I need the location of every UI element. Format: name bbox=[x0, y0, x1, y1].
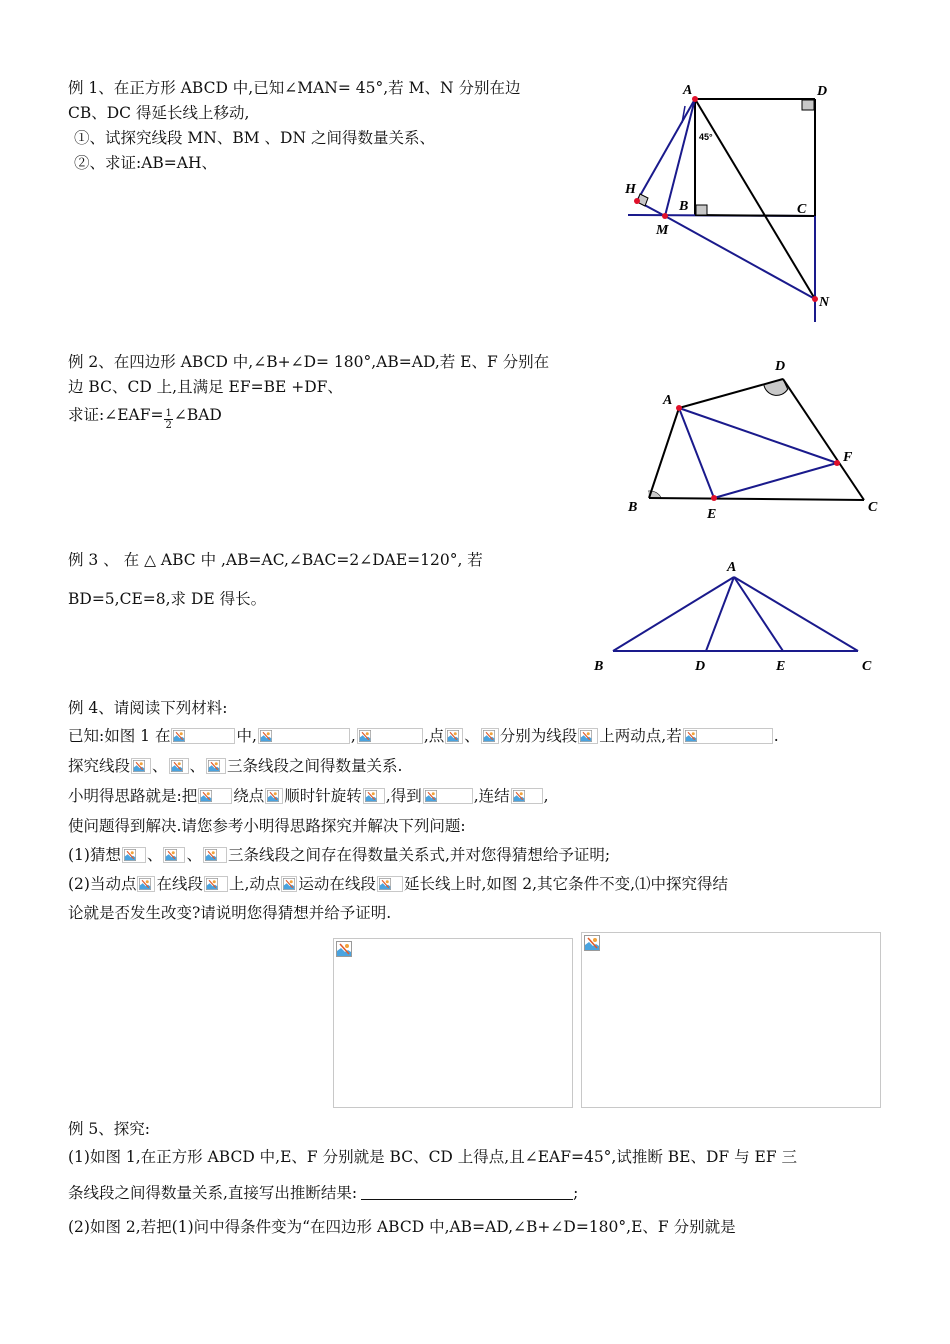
ex2-label-b: B bbox=[628, 500, 638, 515]
ex1-question2: ②、求证:AB=AH、 bbox=[74, 154, 218, 172]
ex4-line3 bbox=[68, 755, 402, 777]
broken-image-icon bbox=[206, 878, 218, 890]
fraction-numerator: 1 bbox=[165, 408, 172, 419]
broken-image-icon bbox=[267, 790, 279, 802]
text-run: 小明得思路就是:把 bbox=[68, 787, 198, 805]
text-run: 上两动点,若 bbox=[599, 727, 682, 745]
ex1-line1: 例 1、在正方形 ABCD 中,已知∠MAN= 45°,若 M、N 分别在边 bbox=[68, 79, 521, 97]
text-run: 、 bbox=[464, 727, 480, 745]
ex4-line6 bbox=[68, 844, 610, 866]
formula-image bbox=[206, 758, 226, 774]
formula-image bbox=[265, 788, 283, 804]
ex4-figure2-image bbox=[581, 932, 881, 1108]
ex2-line2: 边 BC、CD 上,且满足 EF=BE +DF、 bbox=[68, 378, 343, 396]
text-run: 顺时针旋转 bbox=[284, 787, 362, 805]
broken-image-icon bbox=[165, 849, 177, 861]
formula-image bbox=[258, 728, 350, 744]
broken-image-icon bbox=[336, 941, 352, 957]
formula-image bbox=[137, 876, 155, 892]
text-run: ; bbox=[573, 1184, 579, 1202]
text-run: 分别为线段 bbox=[499, 727, 578, 745]
text-run: 、 bbox=[152, 757, 168, 775]
ex4-figure1-image bbox=[333, 938, 573, 1108]
text-run: 在线段 bbox=[156, 875, 203, 893]
text-run: ,得到 bbox=[385, 787, 422, 805]
formula-image bbox=[423, 788, 473, 804]
broken-image-icon bbox=[200, 790, 212, 802]
ex3-line2: BD=5,CE=8,求 DE 得长。 bbox=[68, 590, 267, 608]
broken-image-icon bbox=[447, 730, 459, 742]
broken-image-icon bbox=[580, 730, 592, 742]
broken-image-icon bbox=[685, 730, 697, 742]
ex2-label-a: A bbox=[663, 393, 673, 408]
ex2-label-f: F bbox=[843, 450, 853, 465]
ex4-line4 bbox=[68, 785, 549, 807]
broken-image-icon bbox=[133, 760, 145, 772]
ex3-label-d: D bbox=[695, 659, 706, 674]
ex4-title: 例 4、请阅读下列材料: bbox=[68, 699, 228, 717]
formula-image bbox=[198, 788, 232, 804]
ex3-label-b: B bbox=[594, 659, 604, 674]
broken-image-icon bbox=[379, 878, 391, 890]
answer-blank[interactable] bbox=[361, 1185, 573, 1200]
text-run: , bbox=[350, 727, 356, 745]
ex1-label-m: M bbox=[656, 223, 669, 238]
ex2-label-e: E bbox=[707, 507, 717, 522]
ex5-line3 bbox=[68, 1182, 578, 1204]
text-run: 探究线段 bbox=[68, 757, 131, 775]
text-run: ,点 bbox=[423, 727, 445, 745]
ex4-line8: 论就是否发生改变?请说明您得猜想并给予证明. bbox=[68, 904, 392, 922]
ex2-prove-suffix: ∠BAD bbox=[173, 406, 222, 424]
formula-image bbox=[171, 728, 235, 744]
ex4-line7 bbox=[68, 873, 728, 895]
text-run: 、 bbox=[186, 846, 202, 864]
text-run: . bbox=[773, 727, 779, 745]
broken-image-icon bbox=[584, 935, 600, 951]
text-run: , bbox=[543, 787, 549, 805]
text-run: 、 bbox=[146, 846, 163, 864]
ex5-line4: (2)如图 2,若把(1)问中得条件变为“在四边形 ABCD 中,AB=AD,∠B+∠D=180°,E、F 分别就是 bbox=[68, 1218, 736, 1236]
broken-image-icon bbox=[260, 730, 272, 742]
text-run: 绕点 bbox=[233, 787, 265, 805]
broken-image-icon bbox=[171, 760, 183, 772]
broken-image-icon bbox=[425, 790, 437, 802]
text-run: 、 bbox=[189, 757, 206, 775]
broken-image-icon bbox=[359, 730, 371, 742]
formula-image bbox=[203, 847, 227, 863]
text-run: ,连结 bbox=[473, 787, 510, 805]
formula-image bbox=[445, 728, 463, 744]
ex3-line1: 例 3 、 在 △ ABC 中 ,AB=AC,∠BAC=2∠DAE=120°, 若 bbox=[68, 551, 483, 569]
text-run: 三条线段之间存在得数量关系式,并对您得猜想给予证明; bbox=[228, 846, 611, 864]
text-run: 运动在线段 bbox=[298, 875, 376, 893]
broken-image-icon bbox=[483, 730, 495, 742]
broken-image-icon bbox=[173, 730, 185, 742]
broken-image-icon bbox=[205, 849, 217, 861]
formula-image bbox=[163, 847, 185, 863]
formula-image bbox=[578, 728, 598, 744]
text-run: 中, bbox=[236, 727, 257, 745]
text-run: (2)当动点 bbox=[68, 875, 137, 893]
fraction-denominator: 2 bbox=[165, 420, 172, 431]
formula-image bbox=[122, 847, 146, 863]
text-run: 条线段之间得数量关系,直接写出推断结果: bbox=[68, 1184, 358, 1202]
broken-image-icon bbox=[365, 790, 377, 802]
ex1-label-n: N bbox=[819, 295, 830, 310]
text-run: 延长线上时,如图 2,其它条件不变,⑴中探究得结 bbox=[403, 875, 729, 893]
ex4-line2 bbox=[68, 725, 779, 747]
ex5-title: 例 5、探究: bbox=[68, 1120, 151, 1138]
ex1-question1: ①、试探究线段 MN、BM 、DN 之间得数量关系、 bbox=[74, 129, 435, 147]
formula-image bbox=[683, 728, 773, 744]
ex1-label-a: A bbox=[683, 83, 693, 98]
ex5-line2: (1)如图 1,在正方形 ABCD 中,E、F 分别就是 BC、CD 上得点,且∠EAF=45°,试推断 BE、DF 与 EF 三 bbox=[68, 1148, 798, 1166]
ex2-line1: 例 2、在四边形 ABCD 中,∠B+∠D= 180°,AB=AD,若 E、F 分别在 bbox=[68, 353, 550, 371]
broken-image-icon bbox=[124, 849, 136, 861]
formula-image bbox=[204, 876, 228, 892]
ex3-label-c: C bbox=[862, 659, 872, 674]
ex4-line5: 使问题得到解决.请您参考小明得思路探究并解决下列问题: bbox=[68, 817, 466, 835]
text-run: 上,动点 bbox=[228, 875, 281, 893]
text-run: 三条线段之间得数量关系. bbox=[227, 757, 403, 775]
ex3-label-e: E bbox=[776, 659, 786, 674]
ex1-label-b: B bbox=[679, 199, 689, 214]
broken-image-icon bbox=[208, 760, 220, 772]
formula-image bbox=[131, 758, 151, 774]
formula-image bbox=[363, 788, 385, 804]
broken-image-icon bbox=[513, 790, 525, 802]
broken-image-icon bbox=[283, 878, 295, 890]
formula-image bbox=[511, 788, 543, 804]
formula-image bbox=[357, 728, 423, 744]
ex3-label-a: A bbox=[727, 560, 737, 575]
ex1-label-c: C bbox=[797, 202, 807, 217]
ex1-label-d: D bbox=[817, 84, 828, 99]
ex2-label-d: D bbox=[775, 359, 786, 374]
ex1-label-h: H bbox=[625, 182, 636, 197]
broken-image-icon bbox=[139, 878, 151, 890]
ex2-prove-prefix: 求证:∠EAF= bbox=[68, 406, 164, 424]
formula-image bbox=[481, 728, 499, 744]
formula-image bbox=[377, 876, 403, 892]
formula-image bbox=[281, 876, 297, 892]
text-run: 已知:如图 1 在 bbox=[68, 727, 171, 745]
text-run: (1)猜想 bbox=[68, 846, 121, 864]
ex1-line2: CB、DC 得延长线上移动, bbox=[68, 104, 250, 122]
ex2-label-c: C bbox=[868, 500, 878, 515]
formula-image bbox=[169, 758, 189, 774]
ex1-angle-label: 45° bbox=[699, 132, 713, 142]
